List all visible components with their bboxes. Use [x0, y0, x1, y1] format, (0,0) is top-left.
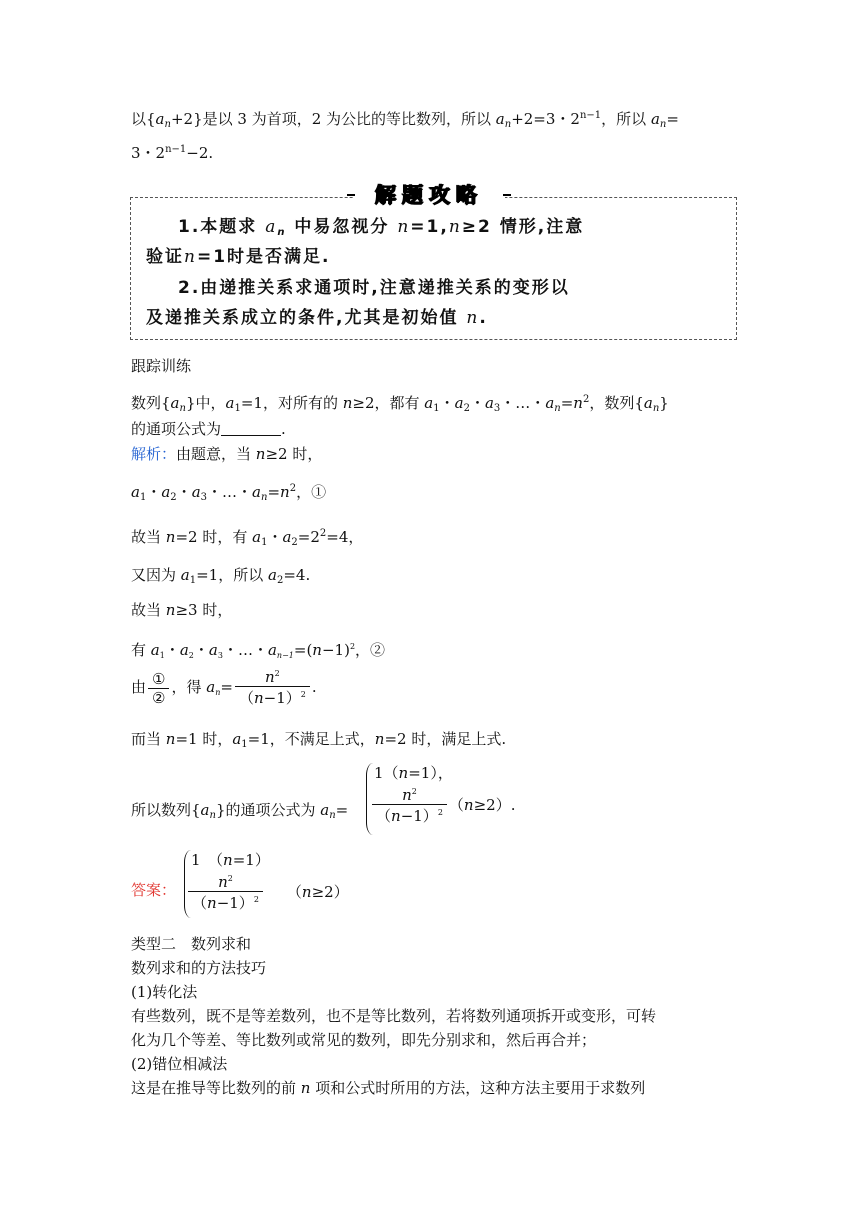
exercise-question-line-2 [131, 419, 286, 439]
var-a: a [252, 528, 262, 546]
text: = [560, 394, 574, 412]
text: −1） [216, 894, 254, 912]
text: =1）， [408, 764, 453, 782]
text: 所以数列{ [131, 801, 201, 819]
text: ，得 [171, 678, 207, 696]
var-a: a [179, 641, 189, 659]
var-a: a [131, 483, 140, 501]
sub-n: n [164, 119, 171, 130]
solution-case-2 [370, 786, 515, 826]
dot: ・ [146, 483, 162, 501]
dots: ・…・ [500, 394, 546, 412]
sub-nm1: n−1 [276, 651, 294, 660]
section-type-heading: 类型二 数列求和 [131, 935, 252, 953]
exp-2: 2 [319, 528, 327, 539]
sub-n: n [215, 688, 221, 697]
text: ，所以 [601, 110, 651, 128]
var-a: a [252, 483, 261, 501]
text: . [479, 308, 488, 328]
tip-line-3: 2.由递推关系求通项时,注意递推关系的变形以 [178, 278, 570, 298]
text: ≥2） [311, 883, 349, 901]
sub-2: 2 [463, 403, 470, 414]
solution-line-8 [131, 729, 506, 755]
sub-n: n [277, 227, 287, 238]
text: −1） [263, 689, 301, 707]
sub-1: 1 [234, 403, 241, 414]
dot: ・ [176, 483, 192, 501]
var-a: a [180, 566, 190, 584]
var-n: n [184, 247, 197, 267]
text: }的通项公式为 [215, 801, 321, 819]
text: 有 [131, 641, 151, 659]
text: 这是在推导等比数列的前 [131, 1079, 301, 1097]
solution-line-9 [131, 800, 348, 826]
text: ≥2 情形,注意 [461, 217, 585, 237]
text: ，② [355, 641, 386, 659]
sub-2: 2 [276, 575, 284, 586]
exp-2: 2 [349, 642, 356, 651]
exp-2: 2 [289, 483, 297, 494]
text: （ [238, 689, 254, 707]
text: ≥2）. [473, 796, 516, 814]
tips-badge: 解题攻略 [353, 182, 505, 208]
solution-case-1 [374, 763, 453, 783]
var-a: a [282, 528, 292, 546]
text: ，① [296, 483, 327, 501]
sub-1: 1 [189, 575, 197, 586]
text: 以{ [131, 110, 156, 128]
text: =2 时，有 [175, 528, 253, 546]
text: =1） [232, 851, 270, 869]
dot: ・ [193, 641, 209, 659]
text: 1.本题求 [178, 217, 266, 237]
var-a: a [320, 801, 330, 819]
text: （ [192, 894, 208, 912]
var-n: n [466, 308, 480, 328]
text: +2=3・2 [511, 110, 580, 128]
text: 验证 [146, 247, 184, 267]
dots: ・…・ [207, 483, 253, 501]
sub-3: 3 [217, 651, 223, 660]
sub-1: 1 [241, 739, 248, 750]
intro-line-2 [131, 140, 213, 163]
var-a: a [150, 641, 160, 659]
var-a: a [454, 394, 464, 412]
var-n: n [301, 883, 312, 901]
exp-2: 2 [274, 669, 280, 678]
dot: ・ [267, 528, 283, 546]
method-1-heading: (1)转化法 [131, 983, 198, 1001]
text: =1，所以 [196, 566, 268, 584]
exercise-question-line-1 [131, 390, 669, 419]
text: 1（ [374, 764, 399, 782]
solution-line-3 [131, 524, 363, 553]
var-a: a [484, 394, 494, 412]
var-a: a [170, 394, 180, 412]
solution-label: 解析： [131, 445, 177, 463]
sub-2: 2 [291, 537, 298, 548]
sub-n: n [504, 119, 512, 130]
text: 数列{ [131, 394, 171, 412]
text: −2. [186, 144, 214, 162]
text: （ [376, 807, 392, 825]
var-a: a [643, 394, 653, 412]
text: +2}是以 3 为首项，2 为公比的等比数列，所以 [170, 110, 496, 128]
text: =4. [283, 566, 311, 584]
text: =1时是否满足. [196, 247, 331, 267]
text: ≥3 时， [175, 601, 233, 619]
var-n: n [253, 689, 264, 707]
text: 及递推关系成立的条件,尤其是初始值 [146, 308, 467, 328]
text: ，数列{ [589, 394, 644, 412]
dots: ・…・ [222, 641, 268, 659]
var-a: a [424, 394, 434, 412]
sub-n: n [260, 492, 268, 503]
text: =1 时， [175, 730, 233, 748]
text: =2 [297, 528, 320, 546]
text: 故当 [131, 528, 166, 546]
sub-n: n [659, 119, 667, 130]
text: 1 （ [191, 851, 224, 869]
text: }中， [185, 394, 226, 412]
method-1-desc-2: 化为几个等差、等比数列或常见的数列，即先分别求和，然后再合并； [131, 1031, 597, 1049]
text: 又因为 [131, 566, 181, 584]
exp-2: 2 [411, 787, 417, 796]
dot: ・ [164, 641, 180, 659]
sub-n: n [179, 403, 186, 414]
tip-line-1 [178, 215, 584, 245]
exp-2: 2 [437, 808, 443, 817]
var-n: n [165, 528, 176, 546]
text: = [220, 678, 233, 696]
text: . [281, 420, 286, 438]
var-n: n [223, 851, 233, 869]
method-2-heading: (2)错位相减法 [131, 1055, 228, 1073]
answer-case-2 [186, 873, 349, 913]
text: （ [448, 796, 464, 814]
var-n: n [342, 394, 353, 412]
text: 故当 [131, 601, 166, 619]
var-n: n [280, 483, 290, 501]
text: 中易忽视分 [286, 217, 398, 237]
text: =1，对所有的 [240, 394, 343, 412]
var-n: n [255, 445, 266, 463]
solution-line-6 [131, 637, 385, 666]
var-a: a [161, 483, 171, 501]
answer-blank [221, 421, 281, 436]
fraction-case [372, 786, 447, 826]
var-n: n [165, 601, 176, 619]
sub-1: 1 [139, 492, 147, 503]
var-n: n [207, 894, 217, 912]
text: −1） [400, 807, 438, 825]
text: 由题意，当 [176, 445, 256, 463]
text: 3・2 [131, 144, 166, 162]
sub-2: 2 [188, 651, 194, 660]
text: = [335, 801, 349, 819]
tip-line-4 [146, 306, 488, 330]
var-a: a [206, 678, 216, 696]
var-a: a [267, 641, 277, 659]
sub-n: n [554, 403, 561, 414]
section-subheading: 数列求和的方法技巧 [131, 959, 267, 977]
text: =( [293, 641, 313, 659]
text: =4， [326, 528, 364, 546]
method-1-desc-1: 有些数列，既不是等差数列，也不是等比数列，若将数列通项拆开或变形，可转 [131, 1007, 657, 1025]
var-n: n [573, 394, 583, 412]
intro-line-1 [131, 106, 679, 135]
sub-3: 3 [200, 492, 208, 503]
var-a: a [191, 483, 201, 501]
exercise-heading: 跟踪训练 [131, 357, 192, 375]
frac-num: ① [152, 669, 166, 688]
sub-n: n [652, 403, 660, 414]
frac-den: ② [148, 688, 169, 707]
text: ≥2 时， [265, 445, 323, 463]
exp-2: 2 [253, 895, 259, 904]
tip-line-2 [146, 245, 330, 269]
exp-2: 2 [227, 874, 233, 883]
sub-1: 1 [261, 537, 268, 548]
var-a: a [545, 394, 555, 412]
var-a: a [208, 641, 218, 659]
sub-3: 3 [493, 403, 501, 414]
exp: n−1 [579, 110, 602, 121]
var-n: n [218, 873, 228, 891]
solution-line-2 [131, 479, 326, 508]
text: =2 时，满足上式. [384, 730, 507, 748]
solution-line-7 [131, 668, 317, 708]
text: . [311, 678, 317, 696]
var-n: n [402, 786, 412, 804]
var-a: a [225, 394, 235, 412]
sub-1: 1 [159, 651, 165, 660]
sub-1: 1 [433, 403, 440, 414]
text: −1) [321, 641, 350, 659]
exp: n−1 [165, 144, 187, 155]
var-a: a [650, 110, 660, 128]
var-a: a [265, 217, 278, 237]
var-n: n [312, 641, 322, 659]
var-a: a [155, 110, 165, 128]
text: =1, [410, 217, 449, 237]
sub-2: 2 [170, 492, 177, 503]
text: 由 [131, 678, 147, 696]
text: 而当 [131, 730, 166, 748]
text: ≥2，都有 [352, 394, 425, 412]
text: （ [286, 883, 302, 901]
exp-2: 2 [582, 394, 590, 405]
solution-line-5 [131, 600, 232, 620]
exp-2: 2 [300, 690, 306, 699]
answer-label: 答案： [131, 881, 177, 899]
sub-n: n [209, 810, 216, 821]
solution-line-4 [131, 565, 310, 591]
var-a: a [495, 110, 505, 128]
var-n: n [265, 668, 275, 686]
sub-n: n [329, 810, 336, 821]
var-n: n [391, 807, 401, 825]
var-n: n [398, 764, 409, 782]
dot: ・ [469, 394, 485, 412]
text: = [666, 110, 679, 128]
fraction-an [235, 668, 310, 708]
var-n: n [300, 1079, 311, 1097]
text: =1，不满足上式， [247, 730, 375, 748]
answer-fraction [188, 873, 263, 913]
method-2-desc-1 [131, 1078, 645, 1098]
text: } [659, 394, 669, 412]
var-a: a [232, 730, 242, 748]
text: 项和公式时所用的方法，这种方法主要用于求数列 [310, 1079, 646, 1097]
fraction-1-over-2 [148, 670, 169, 707]
var-n: n [374, 730, 385, 748]
solution-line-1 [131, 444, 322, 464]
var-a: a [200, 801, 210, 819]
var-n: n [463, 796, 474, 814]
var-n: n [448, 217, 462, 237]
dot: ・ [439, 394, 455, 412]
var-a: a [268, 566, 277, 584]
answer-case-1 [191, 850, 270, 870]
text: 的通项公式为 [131, 420, 222, 438]
var-n: n [397, 217, 411, 237]
text: = [267, 483, 281, 501]
var-n: n [165, 730, 176, 748]
